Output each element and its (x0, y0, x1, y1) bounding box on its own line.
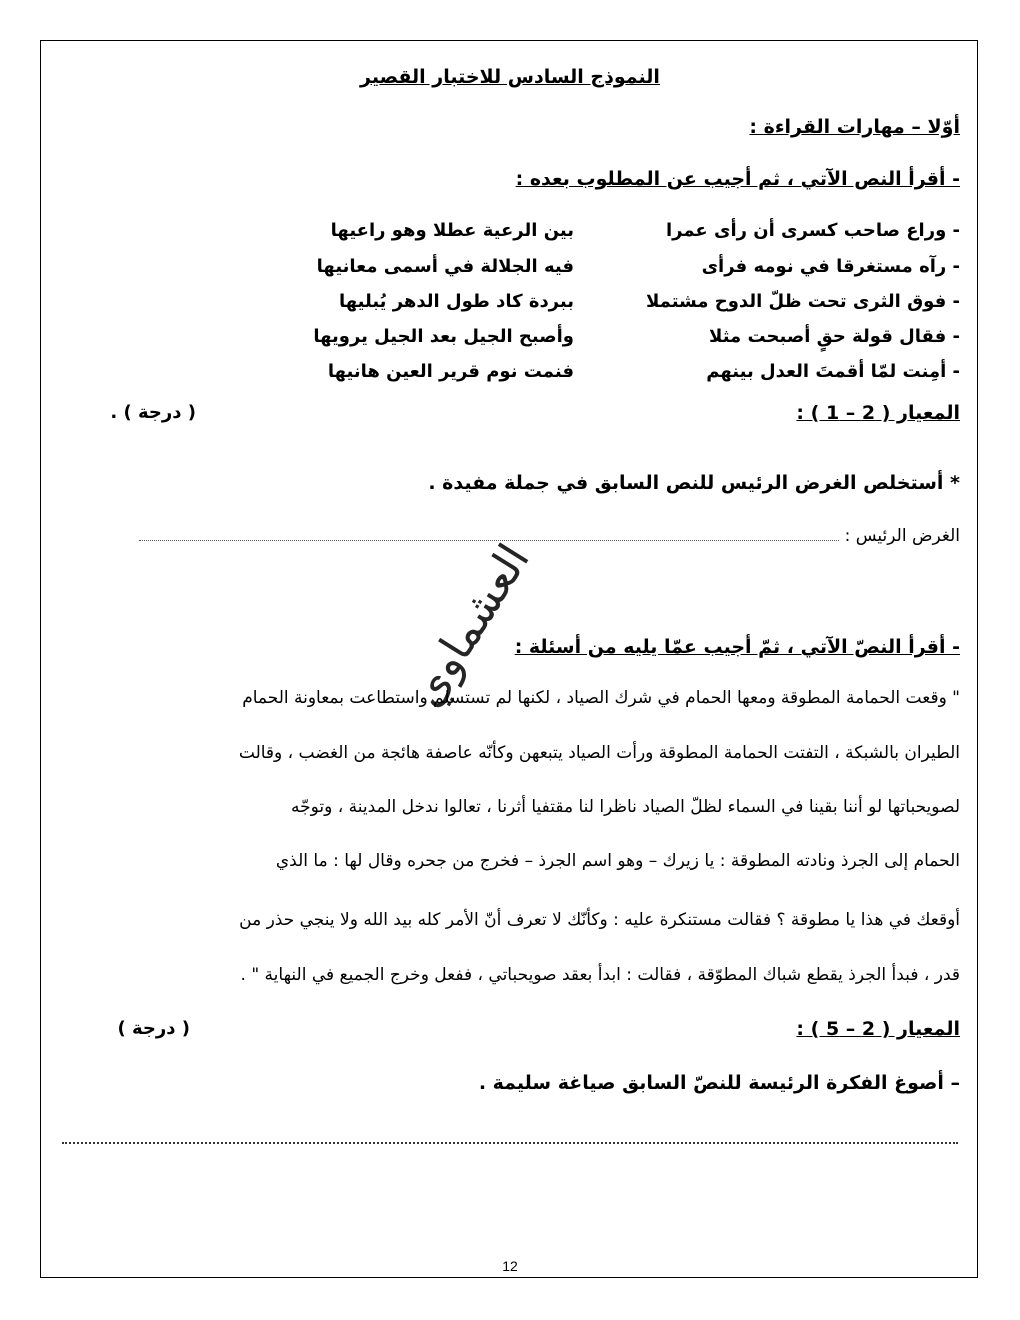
section-heading-reading: أوّلا – مهارات القراءة : (749, 116, 960, 138)
grade-label-2: ( درجة ) (117, 1018, 190, 1039)
paragraph-line-2: الطيران بالشبكة ، التفتت الحمامة المطوقة ورأت الصياد يتبعهن وكأنّه عاصفة هائجة من الغضب ، وقالت (238, 743, 960, 763)
answer-dotted-line (139, 540, 839, 541)
watermark: العشماوي (400, 535, 540, 716)
answer-dotted-line-main-idea[interactable] (62, 1142, 958, 1144)
paragraph-line-6: قدر ، فبدأ الجرذ يقطع شباك المطوّقة ، فقالت : ابدأ بعقد صويحباتي ، ففعل وخرج الجميع في النهاية " . (240, 965, 960, 985)
criterion-1: المعيار ( 2 – 1 ) : (796, 402, 960, 424)
verse-5-second: فنمت نوم قرير العين هانيها (327, 361, 574, 382)
instruction-prose: - أقرأ النصّ الآتي ، ثمّ أجيب عمّا يليه من أسئلة : (514, 636, 960, 658)
paragraph-line-5: أوقعك في هذا يا مطوقة ؟ فقالت مستنكرة عليه : وكأنّك لا تعرف أنّ الأمر كله بيد الله ولا ينجي حذر من (239, 910, 960, 930)
answer-label: الغرض الرئيس : (844, 526, 960, 546)
verse-2-first: - رآه مستغرقا في نومه فرأى (701, 256, 960, 277)
verse-4-second: وأصبح الجيل بعد الجيل يرويها (313, 326, 574, 347)
question-main-idea: – أصوغ الفكرة الرئيسة للنصّ السابق صياغة سليمة . (478, 1072, 960, 1094)
verse-2-second: فيه الجلالة في أسمى معانيها (316, 256, 574, 277)
verse-4-first: - فقال قولة حقٍ أصبحت مثلا (709, 326, 960, 347)
page-title: النموذج السادس للاختبار القصير (360, 66, 660, 88)
instruction-poem: - أقرأ النص الآتي ، ثم أجيب عن المطلوب بعده : (515, 168, 960, 190)
verse-3-second: ببردة كاد طول الدهر يُبليها (338, 291, 574, 312)
question-main-purpose: * أستخلص الغرض الرئيس للنص السابق في جملة مفيدة . (428, 472, 960, 494)
verse-1-second: بين الرعية عطلا وهو راعيها (330, 220, 574, 241)
paragraph-line-1: " وقعت الحمامة المطوقة ومعها الحمام في شرك الصياد ، لكنها لم تستسلم واستطاعت بمعاونة الحمام (242, 688, 960, 708)
paragraph-line-3: لصويحباتها لو أننا بقينا في السماء لظلّ الصياد ناظرا لنا مقتفيا أثرنا ، تعالوا ندخل المدينة ، وتوجّه (290, 797, 960, 817)
paragraph-line-4: الحمام إلى الجرذ ونادته المطوقة : يا زيرك – وهو اسم الجرذ – فخرج من جحره وقال لها : ما الذي (275, 851, 960, 871)
criterion-2: المعيار ( 2 – 5 ) : (796, 1018, 960, 1040)
answer-main-purpose[interactable] (139, 526, 960, 546)
verse-5-first: - أمِنت لمّا أقمتَ العدل بينهم (706, 361, 960, 382)
verse-1-first: - وراع صاحب كسرى أن رأى عمرا (665, 220, 960, 241)
grade-label-1: ( درجة ) . (110, 402, 196, 423)
verse-3-first: - فوق الثرى تحت ظلّ الدوح مشتملا (645, 291, 960, 312)
page-number: 12 (502, 1258, 518, 1274)
